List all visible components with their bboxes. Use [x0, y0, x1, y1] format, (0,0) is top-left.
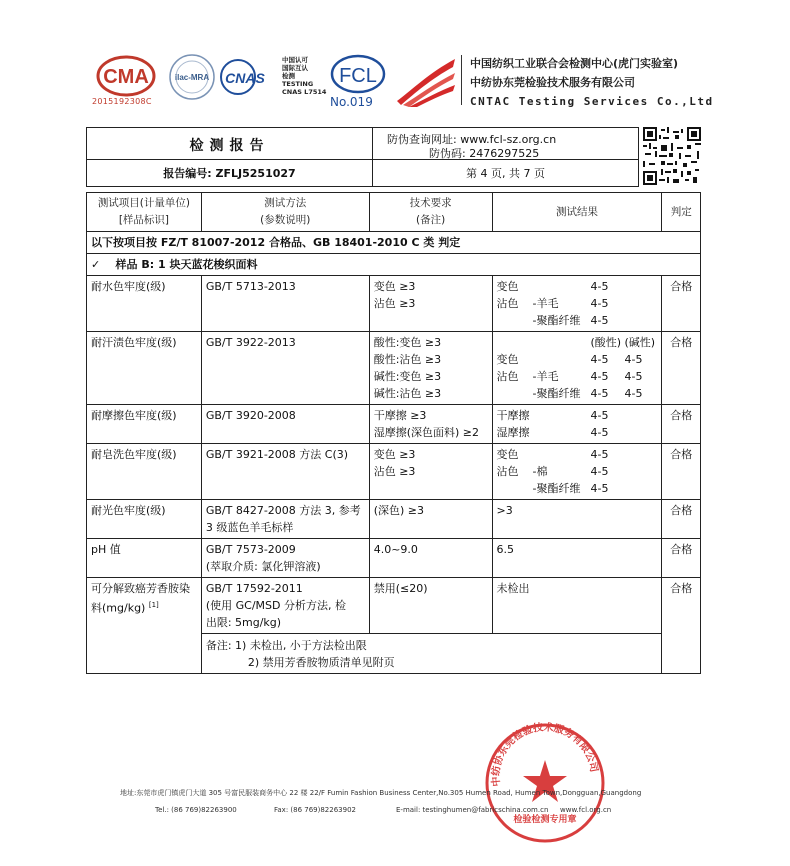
official-seal-icon [480, 718, 610, 848]
row-requirement: 4.0~9.0 [369, 539, 492, 578]
row-item: 可分解致癌芳香胺染 料(mg/kg) [1] [87, 578, 202, 674]
check-icon: ✓ [91, 258, 101, 271]
cma-label: CMA [103, 66, 149, 88]
row-item: 耐汗渍色牢度(级) [87, 332, 202, 405]
table-row [87, 405, 701, 444]
anti-counterfeit-info [373, 128, 638, 159]
row-requirement: 干摩擦 ≥3 湿摩擦(深色面料) ≥2 [369, 405, 492, 444]
table-row [87, 539, 701, 578]
row-result: 6.5 [492, 539, 662, 578]
footer-website: www.fcl.org.cn [560, 806, 612, 814]
row-item: 耐皂洗色牢度(级) [87, 444, 202, 500]
title-divider [87, 159, 638, 160]
header-item: 测试项目(计量单位) [样品标识] [87, 193, 202, 232]
row-item: 耐水色牢度(级) [87, 276, 202, 332]
row-result: 变色 4-5 沾色 -棉 4-5 -聚酯纤维 4-5 [492, 444, 662, 500]
header-judgement: 判定 [662, 193, 701, 232]
table-header-row [87, 193, 701, 232]
row-method: GB/T 3922-2013 [201, 332, 369, 405]
org-name-cn-2: 中纺协东莞检验技术服务有限公司 [470, 76, 635, 89]
row-result: 未检出 [492, 578, 662, 634]
notes: 备注: 1) 未检出, 小于方法检出限 2) 禁用芳香胺物质清单见附页 [201, 634, 662, 674]
row-result: (酸性) (碱性) 变色 4-5 4-5 沾色 -羊毛 4-5 4-5 -聚酯纤维 4-5 4-5 [492, 332, 662, 405]
cntac-swoosh-logo [395, 55, 457, 107]
footer-address: 地址:东莞市虎门镇虎门大道 305 号富民服装商务中心 22 楼 22/F Fumin Fashion Business Center,No.305 Humen Road, Humen Town,Dongguan,Guangdong [120, 789, 642, 797]
ilac-mra-logo [168, 52, 216, 102]
fcl-label: FCL [339, 65, 377, 87]
cnas-accreditation-text: 中国认可 国际互认 检测 TESTING CNAS L7514 [282, 56, 327, 96]
row-item: 耐摩擦色牢度(级) [87, 405, 202, 444]
report-title: 检测报告 [189, 138, 270, 154]
table-row [87, 332, 701, 405]
report-number: 报告编号: ZFLJ5251027 [163, 167, 296, 180]
row-method: GB/T 7573-2009 (萃取介质: 氯化钾溶液) [201, 539, 369, 578]
cma-logo [96, 55, 156, 97]
footer-tel: Tel.: (86 769)82263900 [155, 806, 237, 814]
page-count: 第 4 页, 共 7 页 [466, 167, 545, 180]
row-judgement: 合格 [662, 444, 701, 500]
row-requirement: 酸性:变色 ≥3 酸性:沾色 ≥3 碱性:变色 ≥3 碱性:沾色 ≥3 [369, 332, 492, 405]
row-judgement: 合格 [662, 578, 701, 674]
anti-counterfeit-code: 防伪码: 2476297525 [429, 147, 540, 160]
report-header [0, 0, 790, 125]
row-judgement: 合格 [662, 332, 701, 405]
header-requirement: 技术要求 (备注) [369, 193, 492, 232]
row-result: >3 [492, 500, 662, 539]
row-result: 变色 4-5 沾色 -羊毛 4-5 -聚酯纤维 4-5 [492, 276, 662, 332]
row-method: GB/T 5713-2013 [201, 276, 369, 332]
cma-code: 2015192308C [92, 97, 152, 106]
svg-text:检验检测专用章: 检验检测专用章 [513, 814, 577, 824]
org-name-cn-1: 中国纺织工业联合会检测中心(虎门实验室) [470, 57, 679, 70]
row-judgement: 合格 [662, 405, 701, 444]
table-row [87, 276, 701, 332]
table-row [87, 444, 701, 500]
anti-counterfeit-url: 防伪查询网址: www.fcl-sz.org.cn [387, 133, 557, 146]
standard-row [87, 232, 701, 254]
row-item: 耐光色牢度(级) [87, 500, 202, 539]
org-name-en: CNTAC Testing Services Co.,Ltd [470, 95, 714, 108]
fcl-number: No.019 [330, 95, 373, 109]
organization-name [470, 54, 714, 111]
footer-email: E-mail: testinghumen@fabricschina.com.cn [396, 806, 549, 814]
sample-row [87, 254, 701, 276]
row-method: GB/T 3920-2008 [201, 405, 369, 444]
row-requirement: 变色 ≥3 沾色 ≥3 [369, 444, 492, 500]
table-row [87, 500, 701, 539]
row-requirement: 禁用(≤20) [369, 578, 492, 634]
row-method: GB/T 8427-2008 方法 3, 参考 3 级蓝色羊毛标样 [201, 500, 369, 539]
standard-line: 以下按项目按 FZ/T 81007-2012 合格品、GB 18401-2010 C 类 判定 [87, 232, 701, 254]
header-method: 测试方法 (参数说明) [201, 193, 369, 232]
row-judgement: 合格 [662, 276, 701, 332]
sample-line: ✓ 样品 B: 1 块天蓝花梭织面料 [87, 254, 701, 276]
row-requirement: 变色 ≥3 沾色 ≥3 [369, 276, 492, 332]
header-divider [461, 55, 462, 105]
cnas-label: CNAS [225, 70, 265, 86]
row-result: 干摩擦 4-5 湿摩擦 4-5 [492, 405, 662, 444]
cnas-logo [218, 57, 272, 97]
row-judgement: 合格 [662, 539, 701, 578]
row-method: GB/T 17592-2011 (使用 GC/MSD 分析方法, 检 出限: 5mg/kg) [201, 578, 369, 634]
svg-text:中纺协东莞检验技术服务有限公司: 中纺协东莞检验技术服务有限公司 [490, 722, 599, 787]
ilac-label: ilac-MRA [174, 73, 210, 82]
report-title-box [86, 127, 639, 187]
header-result: 测试结果 [492, 193, 662, 232]
row-judgement: 合格 [662, 500, 701, 539]
footer-fax: Fax: (86 769)82263902 [274, 806, 356, 814]
row-item: pH 值 [87, 539, 202, 578]
qr-code-icon [643, 127, 701, 185]
test-results-table [86, 192, 701, 674]
table-row [87, 578, 701, 634]
row-requirement: (深色) ≥3 [369, 500, 492, 539]
row-method: GB/T 3921-2008 方法 C(3) [201, 444, 369, 500]
